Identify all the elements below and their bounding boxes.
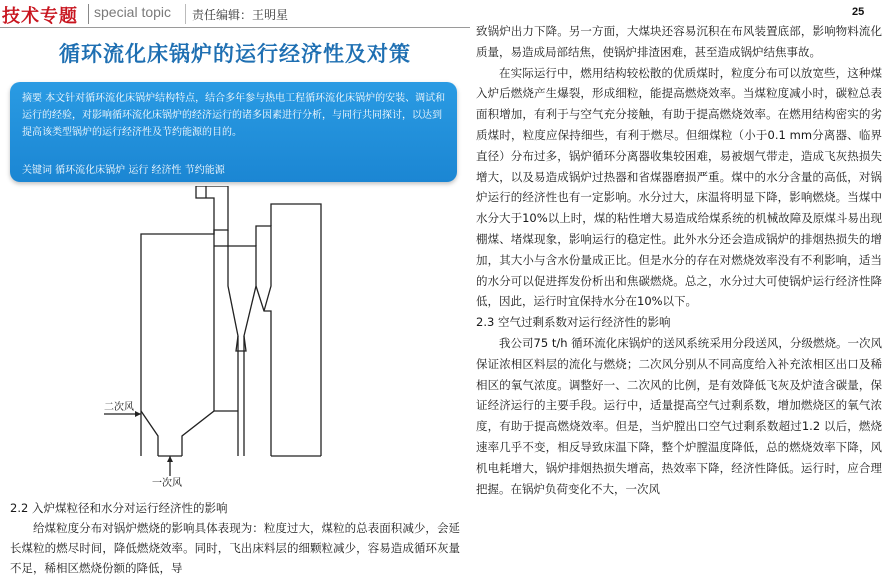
body-paragraph: 在实际运行中，燃用结构较松散的优质煤时，粒度分布可以放宽些，这种煤入炉后燃烧产生爆裂，形成细粒，能提高燃烧效率。当煤粒度减小时，碳粒总表面积增加，有利于与空气充分接触，有助于提高燃烧效率。在燃用结构密实的劣质煤时，粒度应保持细些，有利于燃尽。但细煤粒（小于0.1 mm分离器、临界直径）分布过多，锅炉循环分离器收集较困难，易被烟气带走，造成飞灰热损失增大，以及易造成锅炉过热器和省煤器磨损严重。煤中的水分含量的高低，对锅炉运行的经济性也有一定影响。水分过大，床温将明显下降，影响燃烧。当煤中水分大于10%以上时，煤的粘性增大易造成给煤系统的机械故障及原煤斗易出现棚煤、堵煤现象，影响运行的稳定性。此外水分还会造成锅炉的排烟热损失的增加，其大小与含水份量成正比。但是水分的存在对燃烧效率没有不利影响，适当的水分可以促进挥发份析出和焦碳燃烧。总之，水分过大可使锅炉运行经济性降低，因此，运行时宜保持水分在10%以下。 <box>476 65 882 309</box>
furnace-bottom-hopper <box>141 411 158 456</box>
responsible-editor: 责任编辑：王明星 <box>192 8 289 22</box>
furnace-top-outlet <box>196 186 228 234</box>
boiler-schematic-drawing <box>96 186 366 486</box>
page-header <box>0 0 470 30</box>
keywords: 关键词 循环流化床锅炉 运行 经济性 节约能源 <box>22 165 225 176</box>
secondary-air-label: 二次风 <box>104 402 134 413</box>
abstract-text: 摘要 本文针对循环流化床锅炉结构特点，结合多年参与热电工程循环流化床锅炉的安装、调试和运行的经验，对影响循环流化床锅炉的经济运行的诸多因素进行分析，与同行共同探讨，以达到提高该类型锅炉的运行经济性及节约能源的目的。 <box>22 93 446 138</box>
article-title: 循环流化床锅炉的运行经济性及对策 <box>59 42 411 66</box>
header-rule <box>0 27 470 28</box>
column-brand: 技术专题 <box>2 6 78 27</box>
separator-outlet <box>256 226 271 311</box>
section-heading: 2.2 入炉煤粒径和水分对运行经济性的影响 <box>10 501 228 515</box>
separator-outer <box>228 230 256 431</box>
back-pass-column <box>271 204 321 416</box>
left-column-text <box>10 498 460 578</box>
column-brand-english: special topic <box>94 4 172 20</box>
header-divider <box>185 4 186 24</box>
body-paragraph-continued: 致锅炉出力下降。另一方面，大煤块还容易沉积在布风装置底部，影响物料流化质量，易造成局部结焦，使锅炉排渣困难，甚至造成锅炉结焦事故。 <box>476 24 882 59</box>
page-number: 25 <box>852 6 865 18</box>
furnace-right-wall <box>182 234 214 456</box>
header-divider <box>88 4 89 24</box>
body-paragraph: 我公司75 t/h 循环流化床锅炉的送风系统采用分段送风，分级燃烧。一次风保证浓相区料层的流化与燃烧；二次风分别从不同高度给入补充浓相区出口及稀相区的氧气浓度。调整好一、二次风的比例，是有效降低飞灰及炉渣含碳量，保证经济运行的主要手段。运行中，适量提高空气过剩系数，增加燃烧区的氧气浓度，有助于提高燃烧效率。但是，当炉膛出口空气过剩系数超过1.2 以后，燃烧速率几乎不变，相反导致床温下降，整个炉膛温度降低，总的燃烧效率下降，风机电耗增大，锅炉排烟热损失增高，热效率下降，经济性降低。运行时，应合理把握。在锅炉负荷变化不大，一次风 <box>476 335 882 496</box>
furnace-left-wall <box>141 186 214 456</box>
primary-air-label: 一次风 <box>152 478 182 489</box>
section-heading: 2.3 空气过剩系数对运行经济性的影响 <box>476 315 671 330</box>
body-paragraph: 给煤粒度分布对锅炉燃烧的影响具体表现为：粒度过大，煤粒的总表面积减少，会延长煤粒的燃尽时间，降低燃烧效率。同时，飞出床料层的细颗粒减少，容易造成循环灰量不足，稀相区燃烧份额的降低，导 <box>10 521 460 575</box>
abstract-box <box>10 82 457 182</box>
right-column-text <box>476 21 882 499</box>
boiler-schematic-figure <box>96 186 366 489</box>
